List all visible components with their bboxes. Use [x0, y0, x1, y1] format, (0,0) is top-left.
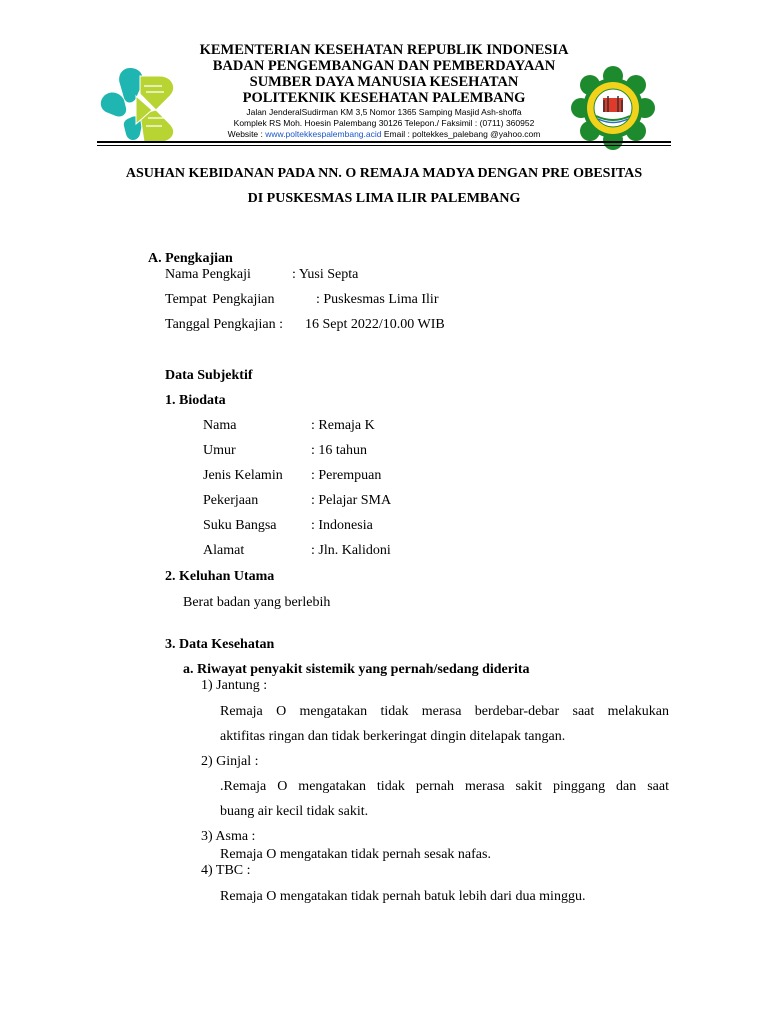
website-link[interactable]: www.poltekkespalembang.acid — [265, 129, 382, 139]
tempat-pengkajian-value: : Puskesmas Lima Ilir — [316, 292, 439, 307]
biodata-value: : Remaja K — [311, 418, 375, 433]
letterhead-contact — [0, 129, 768, 139]
letterhead-rule — [97, 141, 671, 143]
tempat-pengkajian-label: Tempat Pengkajian — [165, 292, 275, 307]
asma-text: Remaja O mengatakan tidak pernah sesak nafas. — [220, 847, 491, 862]
keluhan-utama-text: Berat badan yang berlebih — [183, 595, 331, 610]
biodata-label: Umur — [203, 443, 236, 458]
data-kesehatan-heading: 3. Data Kesehatan — [165, 637, 275, 652]
nama-pengkaji-value: : Yusi Septa — [292, 267, 359, 282]
biodata-label: Pekerjaan — [203, 493, 259, 508]
letterhead-agency-sub: SUMBER DAYA MANUSIA KESEHATAN — [249, 74, 519, 90]
letterhead-address: Jalan JenderalSudirman KM 3,5 Nomor 1365 Samping Masjid Ash-shoffa — [246, 107, 522, 117]
biodata-label: Alamat — [203, 543, 245, 558]
tbc-text: Remaja O mengatakan tidak pernah batuk lebih dari dua minggu. — [220, 889, 586, 904]
keluhan-utama-heading: 2. Keluhan Utama — [165, 569, 275, 584]
ginjal-text-line2: buang air kecil tidak sakit. — [220, 804, 369, 819]
website-label: Website : — [227, 129, 266, 139]
biodata-label: Nama — [203, 418, 237, 433]
letterhead-address-2: Komplek RS Moh. Hoesin Palembang 30126 Telepon./ Faksimil : (0711) 360952 — [233, 118, 535, 128]
biodata-value: : 16 tahun — [311, 443, 367, 458]
biodata-heading: 1. Biodata — [165, 393, 226, 408]
ginjal-label: 2) Ginjal : — [201, 754, 259, 769]
document-title-line2: DI PUSKESMAS LIMA ILIR PALEMBANG — [247, 191, 521, 206]
document-title: ASUHAN KEBIDANAN PADA NN. O REMAJA MADYA DENGAN PRE OBESITAS — [125, 166, 643, 181]
nama-pengkaji-label: Nama Pengkaji — [165, 267, 251, 282]
data-subjektif-heading: Data Subjektif — [165, 368, 253, 383]
biodata-label: Jenis Kelamin — [203, 468, 283, 483]
biodata-value: : Jln. Kalidoni — [311, 543, 391, 558]
jantung-label: 1) Jantung : — [201, 678, 268, 693]
tanggal-pengkajian-value: 16 Sept 2022/10.00 WIB — [305, 317, 445, 332]
biodata-value: : Perempuan — [311, 468, 382, 483]
biodata-label: Suku Bangsa — [203, 518, 277, 533]
email-text: Email : poltekkes_palebang @yahoo.com — [381, 129, 541, 139]
biodata-value: : Pelajar SMA — [311, 493, 392, 508]
jantung-text-line1: Remaja O mengatakan tidak merasa berdebar-debar saat melakukan — [220, 704, 669, 719]
ginjal-text-line1: .Remaja O mengatakan tidak pernah merasa sakit pinggang dan saat — [220, 779, 669, 794]
biodata-value: : Indonesia — [311, 518, 373, 533]
tanggal-pengkajian-label: Tanggal Pengkajian : — [165, 317, 283, 332]
jantung-text-line2: aktifitas ringan dan tidak berkeringat dingin ditelapak tangan. — [220, 729, 566, 744]
riwayat-penyakit-heading: a. Riwayat penyakit sistemik yang pernah/sedang diderita — [183, 662, 530, 677]
asma-label: 3) Asma : — [201, 829, 256, 844]
letterhead-institution: POLITEKNIK KESEHATAN PALEMBANG — [242, 90, 526, 106]
letterhead-ministry: KEMENTERIAN KESEHATAN REPUBLIK INDONESIA — [199, 42, 569, 58]
tbc-label: 4) TBC : — [201, 863, 251, 878]
letterhead-rule-thin — [97, 145, 671, 146]
letterhead-agency: BADAN PENGEMBANGAN DAN PEMBERDAYAAN — [212, 58, 556, 74]
section-pengkajian-heading: A. Pengkajian — [148, 251, 233, 266]
